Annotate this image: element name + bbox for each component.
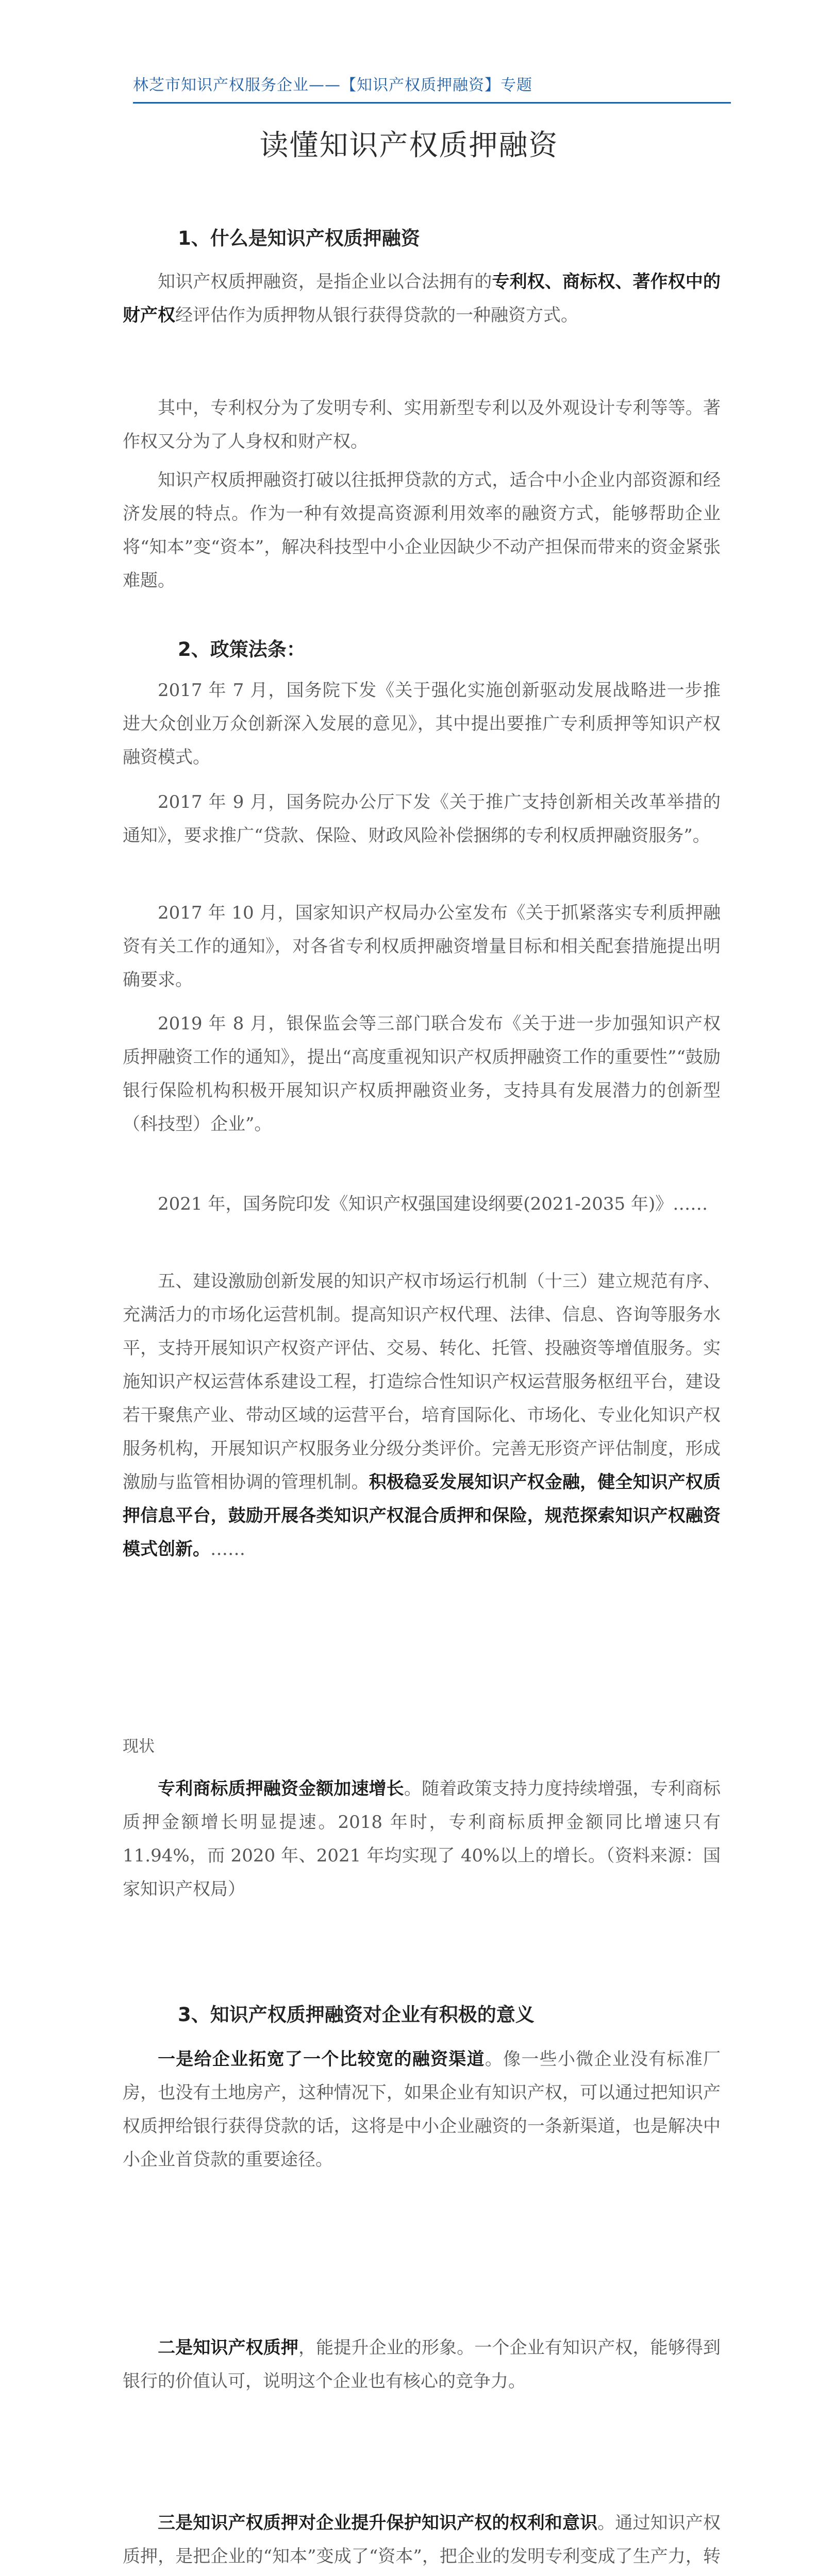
section-3-heading: 3、知识产权质押融资对企业有积极的意义 [178, 2004, 535, 2026]
significance-1: 一是给企业拓宽了一个比较宽的融资渠道。像一些小微企业没有标准厂房，也没有土地房产，这种情况下，如果企业有知识产权，可以通过把知识产权质押给银行获得贷款的话，这将是中小企业融资的一条新渠道，也是解决中小企业首贷款的重要途径。 [123, 2049, 721, 2170]
section-1-paragraph-1: 知识产权质押融资，是指企业以合法拥有的专利权、商标权、著作权中的财产权经评估作为质押物从银行获得贷款的一种融资方式。 [123, 272, 721, 326]
significance-3: 三是知识产权质押对企业提升保护知识产权的权利和意识。通过知识产权质押，是把企业的“知本”变成了“资本”，把企业的发明专利变成了生产力，转 [123, 2513, 721, 2567]
policy-2021: 2021 年，国务院印发《知识产权强国建设纲要(2021-2035 年)》…… [158, 1194, 708, 1214]
top-banner [133, 72, 731, 104]
policy-2019-08: 2019 年 8 月，银保监会等三部门联合发布《关于进一步加强知识产权质押融资工作的通知》，提出“高度重视知识产权质押融资工作的重要性”“鼓励银行保险机构积极开展知识产权质押融资业务，支持具有发展潜力的创新型（科技型）企业”。 [123, 1013, 721, 1134]
section-1-paragraph-2: 其中，专利权分为了发明专利、实用新型专利以及外观设计专利等等。著作权又分为了人身权和财产权。 [123, 398, 721, 452]
section-1-heading: 1、什么是知识产权质押融资 [178, 227, 420, 249]
banner-text: 林芝市知识产权服务企业——【知识产权质押融资】专题 [133, 76, 532, 94]
policy-outline-excerpt: 五、建设激励创新发展的知识产权市场运行机制（十三）建立规范有序、充满活力的市场化运营机制。提高知识产权代理、法律、信息、咨询等服务水平，支持开展知识产权资产评估、交易、转化、托管、投融资等增值服务。实施知识产权运营体系建设工程，打造综合性知识产权运营服务枢纽平台，建设若干聚焦产业、带动区域的运营平台，培育国际化、市场化、专业化知识产权服务机构，开展知识产权服务业分级分类评价。完善无形资产评估制度，形成激励与监管相协调的管理机制。积极稳妥发展知识产权金融，健全知识产权质押信息平台，鼓励开展各类知识产权混合质押和保险，规范探索知识产权融资模式创新。…… [123, 1271, 721, 1560]
policy-2017-10: 2017 年 10 月，国家知识产权局办公室发布《关于抓紧落实专利质押融资有关工作的通知》，对各省专利权质押融资增量目标和相关配套措施提出明确要求。 [123, 903, 721, 990]
significance-2: 二是知识产权质押，能提升企业的形象。一个企业有知识产权，能够得到银行的价值认可，说明这个企业也有核心的竞争力。 [123, 2337, 721, 2392]
page-title: 读懂知识产权质押融资 [259, 129, 559, 162]
policy-2017-07: 2017 年 7 月，国务院下发《关于强化实施创新驱动发展战略进一步推进大众创业万众创新深入发展的意见》，其中提出要推广专利质押等知识产权融资模式。 [123, 680, 721, 768]
section-1-paragraph-3: 知识产权质押融资打破以往抵押贷款的方式，适合中小企业内部资源和经济发展的特点。作为一种有效提高资源利用效率的融资方式，能够帮助企业将“知本”变“资本”，解决科技型中小企业因缺少不动产担保而带来的资金紧张难题。 [123, 470, 721, 591]
banner-rule [133, 102, 731, 104]
section-2-heading: 2、政策法条： [178, 638, 306, 660]
status-label: 现状 [123, 1737, 155, 1756]
status-paragraph: 专利商标质押融资金额加速增长。随着政策支持力度持续增强，专利商标质押金额增长明显提速。2018 年时，专利商标质押金额同比增速只有 11.94%，而 2020 年、2021 年均实现了 40%以上的增长。（资料来源：国家知识产权局） [123, 1778, 721, 1900]
policy-2017-09: 2017 年 9 月，国务院办公厅下发《关于推广支持创新相关改革举措的通知》，要求推广“贷款、保险、财政风险补偿捆绑的专利权质押融资服务”。 [123, 792, 721, 846]
